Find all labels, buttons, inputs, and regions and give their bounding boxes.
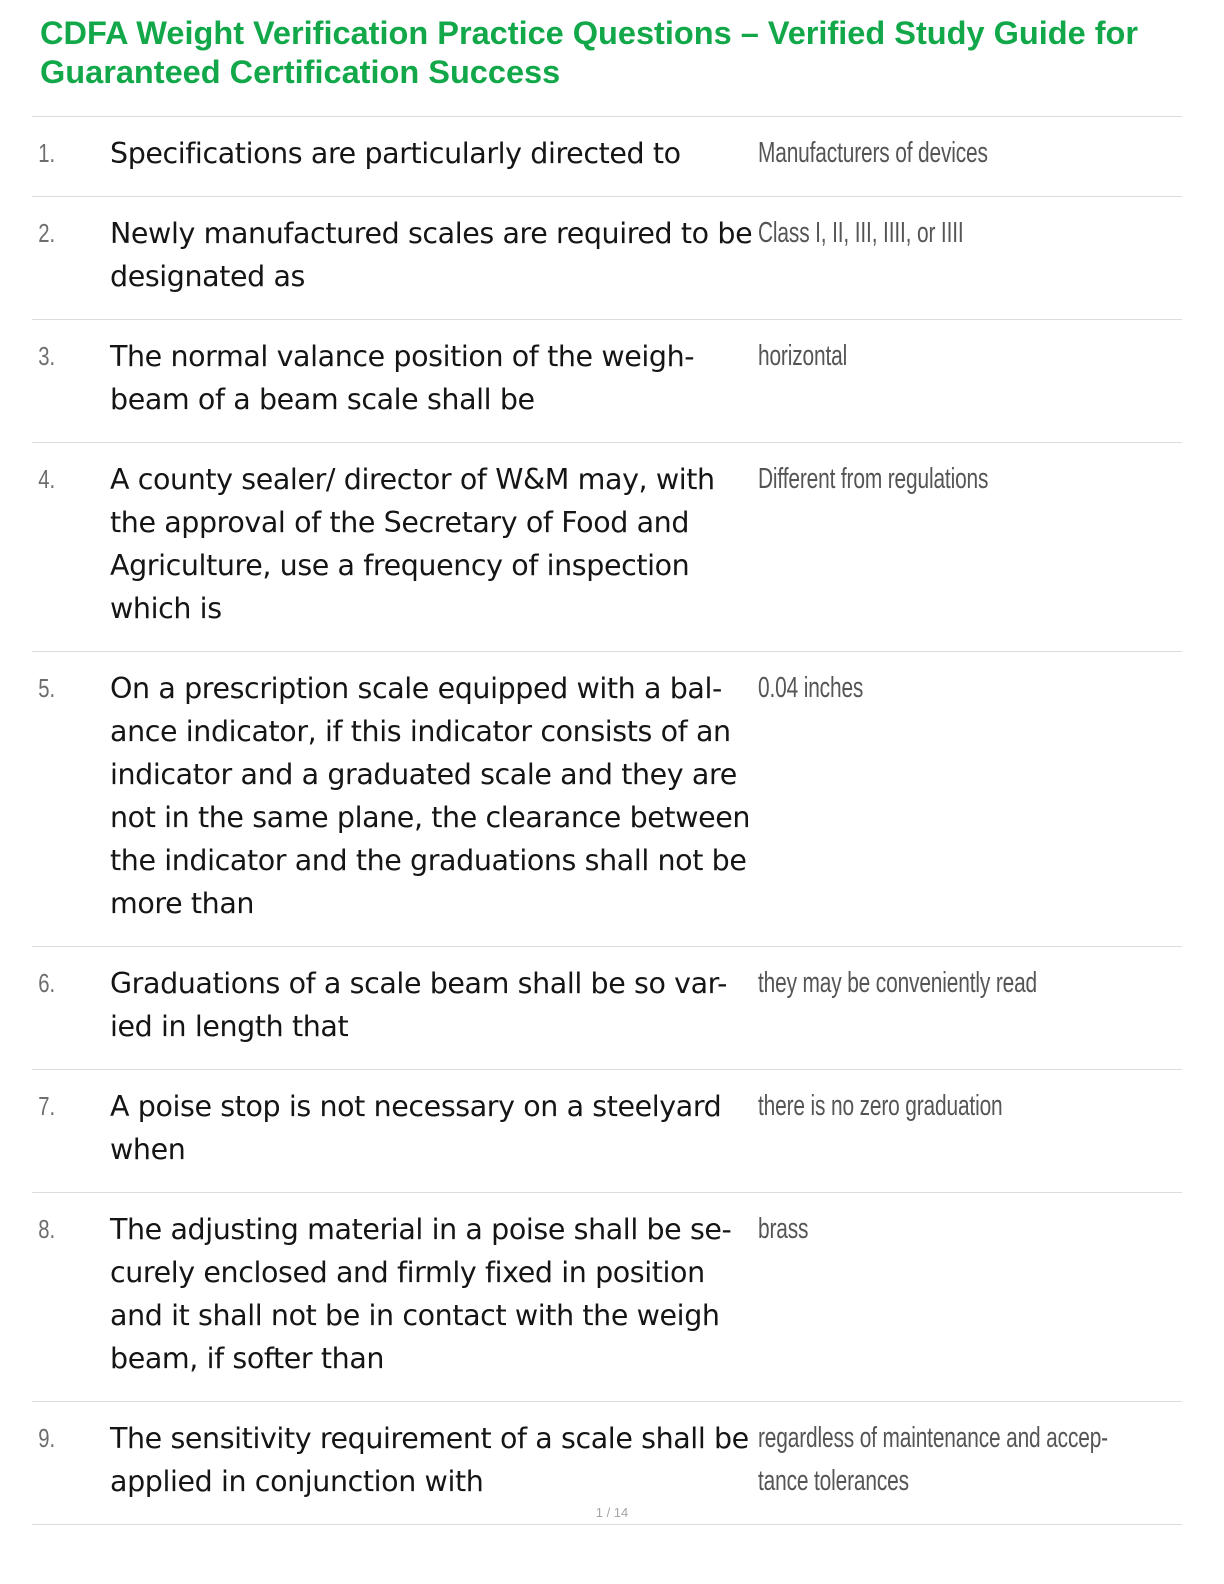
question-text: The normal valance position of the weigh-beam of a beam scale shall be xyxy=(110,340,695,416)
page-number: 1 / 14 xyxy=(595,1505,629,1520)
question-number: 5. xyxy=(38,673,56,703)
question-text: A poise stop is not necessary on a steelyard when xyxy=(110,1090,722,1166)
qa-row xyxy=(32,197,1182,320)
qa-list xyxy=(32,116,1182,1525)
question-number: 2. xyxy=(38,218,56,248)
question-text: Specifications are particularly directed to xyxy=(110,137,681,170)
question-text: Newly manufactured scales are required to be designated as xyxy=(110,217,753,293)
qa-row xyxy=(32,443,1182,652)
answer-text: 0.04 inches xyxy=(758,672,864,704)
qa-row xyxy=(32,652,1182,947)
question-text: The adjusting material in a poise shall be se-curely enclosed and firmly fixed in position and it shall not be in contact with the weigh beam, if softer than xyxy=(110,1213,732,1375)
answer-text: regardless of maintenance and accep-tance tolerances xyxy=(758,1422,1108,1497)
answer-text: Manufacturers of devices xyxy=(758,137,988,169)
question-number: 6. xyxy=(38,968,56,998)
answer-text: horizontal xyxy=(758,340,848,372)
answer-text: Class I, II, III, IIII, or IIII xyxy=(758,217,964,249)
answer-text: Different from regulations xyxy=(758,463,989,495)
qa-row xyxy=(32,1070,1182,1193)
qa-row xyxy=(32,117,1182,197)
qa-row xyxy=(32,947,1182,1070)
question-number: 3. xyxy=(38,341,56,371)
answer-text: they may be conveniently read xyxy=(758,967,1038,999)
qa-row xyxy=(32,320,1182,443)
question-number: 1. xyxy=(38,138,56,168)
document-title: CDFA Weight Verification Practice Questions – Verified Study Guide for Guaranteed Certification Success xyxy=(40,15,1139,90)
question-number: 8. xyxy=(38,1214,56,1244)
qa-row xyxy=(32,1193,1182,1402)
question-text: A county sealer/ director of W&M may, with the approval of the Secretary of Food and Agriculture, use a frequency of inspection which is xyxy=(110,463,715,625)
question-number: 9. xyxy=(38,1423,56,1453)
question-text: On a prescription scale equipped with a bal-ance indicator, if this indicator consists of an indicator and a graduated scale and they are not in the same plane, the clearance between the indicator and the graduations shall not be more than xyxy=(110,672,751,920)
question-number: 7. xyxy=(38,1091,56,1121)
answer-text: there is no zero graduation xyxy=(758,1090,1003,1122)
question-text: The sensitivity requirement of a scale shall be applied in conjunction with xyxy=(110,1422,749,1498)
question-text: Graduations of a scale beam shall be so var-ied in length that xyxy=(110,967,728,1043)
answer-text: brass xyxy=(758,1213,809,1245)
question-number: 4. xyxy=(38,464,56,494)
